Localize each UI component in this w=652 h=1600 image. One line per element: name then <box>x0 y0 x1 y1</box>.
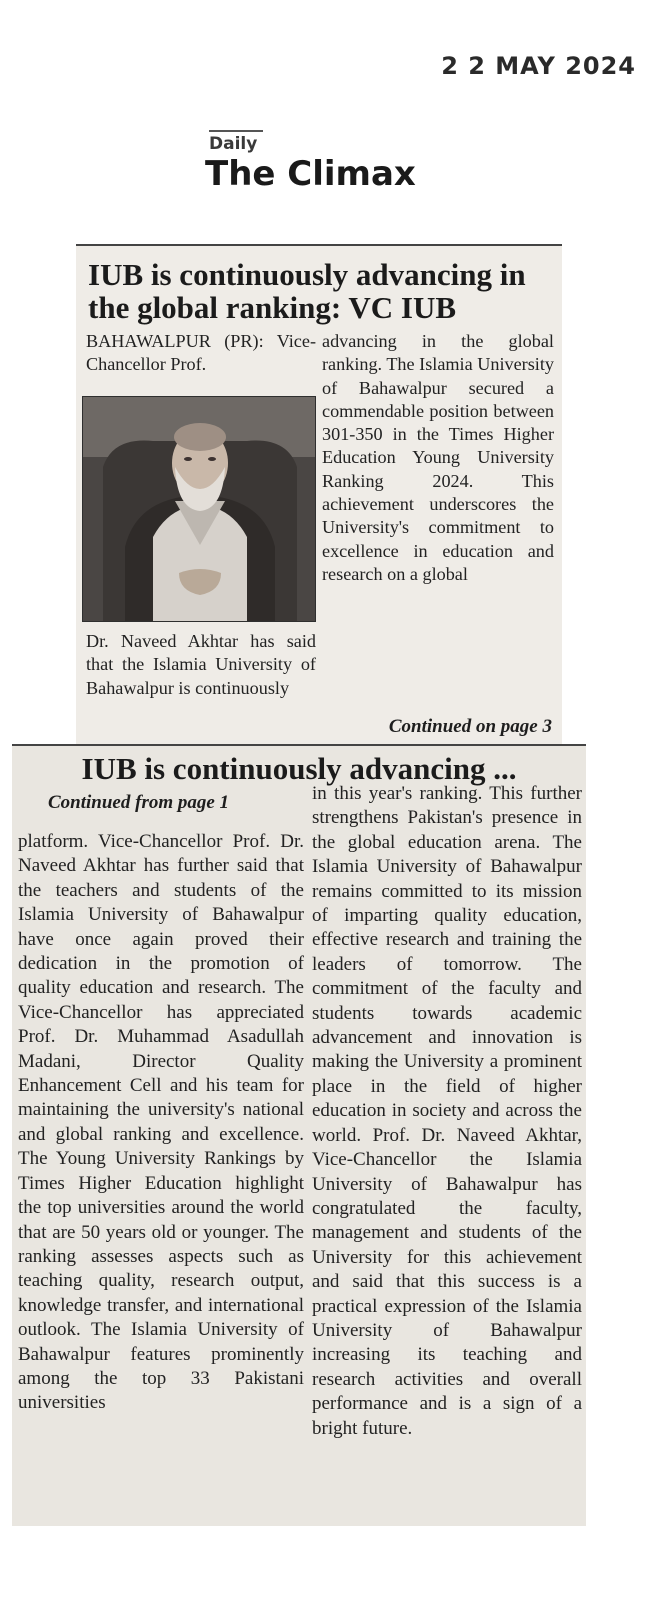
continuation-column-right: in this year's ranking. This further strengthens Pakistan's presence in the global education arena. The Islamia University of Bahawalpur remains committed to its mission of imparting quality education, effective research and training the leaders of tomorrow. The commitment of the faculty and students towards academic advancement and innovation is making the University a prominent place in the field of higher education in society and across the world. Prof. Dr. Naveed Akhtar, Vice-Chancellor the Islamia University of Bahawalpur has congratulated the faculty, management and students of the University for this achievement and said that this success is a practical expression of the Islamia University of Bahawalpur increasing its teaching and research activities and overall performance and is a sign of a bright future. <box>312 783 582 1439</box>
article-column-left-bottom: Dr. Naveed Akhtar has said that the Islamia University of Bahawalpur is continuously <box>86 631 316 698</box>
article-clipping-front <box>76 244 562 744</box>
continuation-headline: IUB is continuously advancing ... <box>81 751 517 786</box>
masthead-name: The Climax <box>205 154 416 194</box>
article-column-left-top: BAHAWALPUR (PR): Vice-Chancellor Prof. <box>86 331 316 375</box>
continuation-column-left: platform. Vice-Chancellor Prof. Dr. Naveed Akhtar has further said that the teachers and students of the Islamia University of Bahawalpur have once again proved their dedication in the promotion of quality education and research. The Vice-Chancellor has appreciated Prof. Dr. Muhammad Asadullah Madani, Director Quality Enhancement Cell and his team for maintaining the university's national and global ranking and excellence. The Young University Rankings by Times Higher Education highlight the top universities around the world that are 50 years old or younger. The ranking assesses aspects such as teaching quality, research output, knowledge transfer, and international outlook. The Islamia University of Bahawalpur features prominently among the top 33 Pakistani universities <box>18 831 304 1414</box>
article-column-right: advancing in the global ranking. The Islamia University of Bahawalpur secured a commendable position between 301-350 in the Times Higher Education Young University Ranking 2024. This achievement underscores the University's commitment to excellence in education and research on a global <box>322 331 555 584</box>
publication-date: 2 2 MAY 2024 <box>441 52 636 80</box>
vc-portrait-photo <box>82 396 316 622</box>
continued-from-note: Continued from page 1 <box>48 792 230 813</box>
continued-on-note: Continued on page 3 <box>388 716 552 737</box>
masthead-tag: Daily <box>209 130 263 154</box>
article-clipping-continuation <box>12 744 586 1526</box>
masthead <box>205 130 445 194</box>
article-headline: IUB is continuously advancing in the global ranking: VC IUB <box>88 257 526 325</box>
